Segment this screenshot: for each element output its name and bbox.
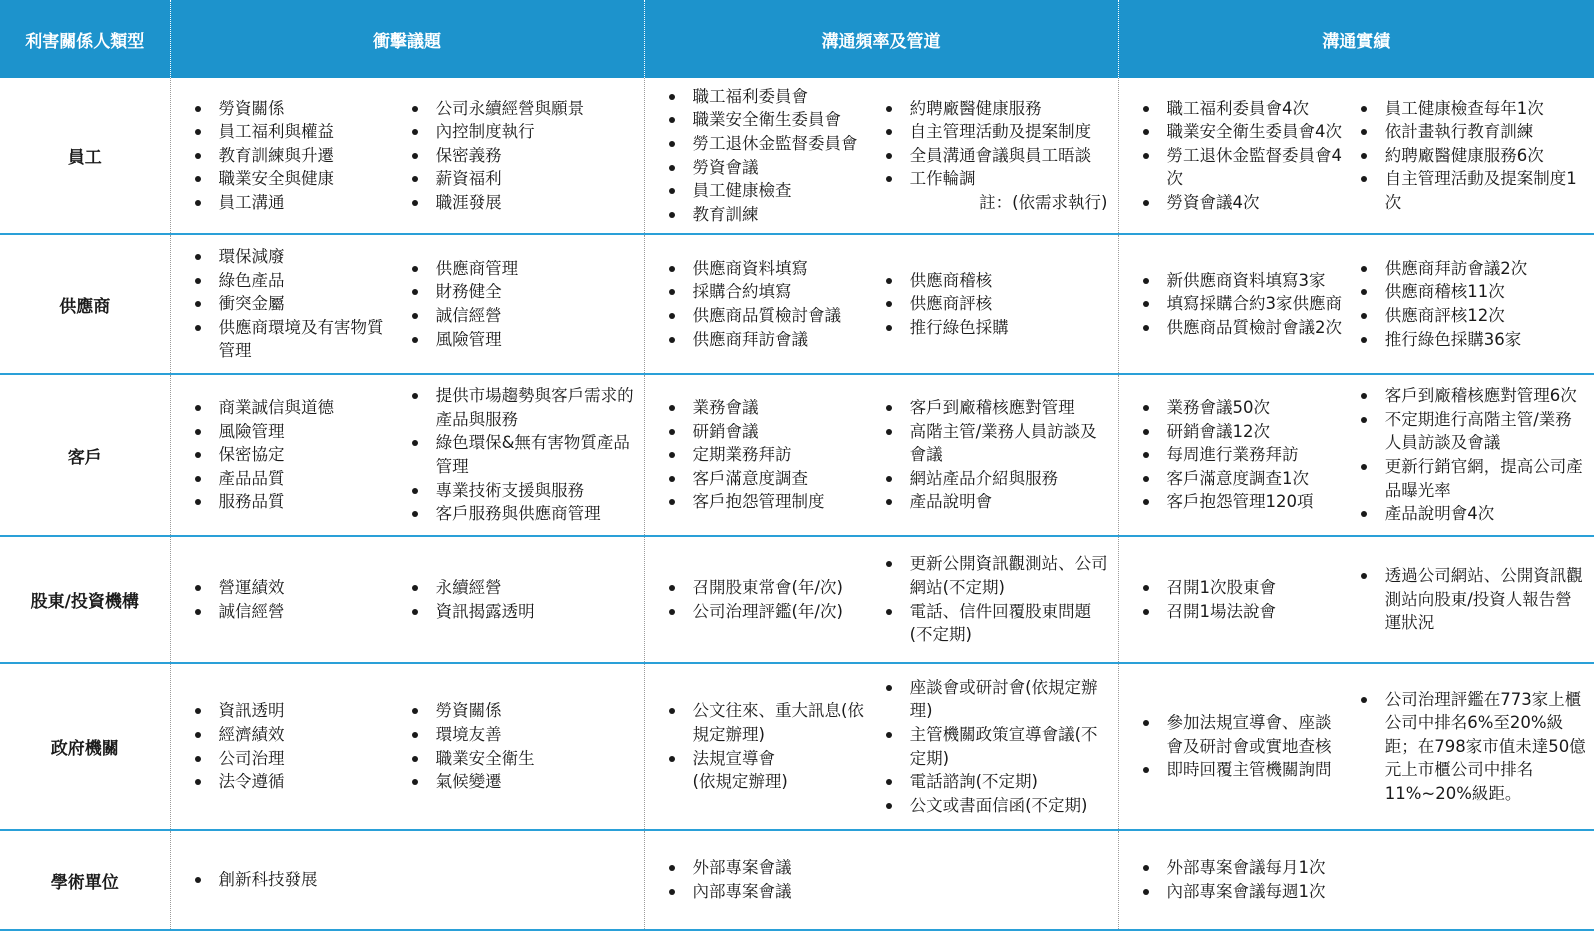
channels-item: 供應商稽核 [872, 269, 1112, 293]
results-item: 勞資會議4次 [1129, 191, 1347, 215]
issues-cell [170, 663, 644, 830]
issues-item: 客戶服務與供應商管理 [398, 502, 638, 526]
results-list [1129, 576, 1347, 623]
issues-item: 綠色產品 [181, 269, 398, 293]
header-communication-channels: 溝通頻率及管道 [644, 0, 1118, 78]
issues-item: 誠信經營 [181, 600, 398, 624]
issues-item: 公司治理 [181, 747, 398, 771]
results-list [1129, 269, 1347, 340]
header-impact-issues: 衝擊議題 [170, 0, 644, 78]
channels-list [872, 269, 1112, 340]
channels-item: 勞工退休金監督委員會 [655, 132, 872, 156]
results-list [1129, 856, 1347, 903]
issues-cell [170, 536, 644, 663]
channels-item: 教育訓練 [655, 203, 872, 227]
issues-list [181, 868, 398, 892]
stakeholder-type: 員工 [0, 78, 170, 234]
channels-item: 公文往來、重大訊息(依規定辦理) [655, 699, 872, 746]
channels-list [872, 552, 1112, 646]
issues-item: 勞資關係 [398, 699, 638, 723]
results-item: 客戶滿意度調查1次 [1129, 467, 1347, 491]
channels-item: 網站產品介紹與服務 [872, 467, 1112, 491]
issues-item: 誠信經營 [398, 304, 638, 328]
issues-item: 永續經營 [398, 576, 638, 600]
issues-list [181, 245, 398, 363]
channels-item: 研銷會議 [655, 420, 872, 444]
stakeholder-type: 客戶 [0, 374, 170, 536]
results-item: 召開1場法說會 [1129, 600, 1347, 624]
results-list [1347, 257, 1588, 351]
results-item: 不定期進行高階主管/業務人員訪談及會議 [1347, 408, 1588, 455]
channels-item: 客戶抱怨管理制度 [655, 490, 872, 514]
issues-item: 產品品質 [181, 467, 398, 491]
results-cell [1118, 234, 1594, 374]
issues-item: 綠色環保&無有害物質產品管理 [398, 431, 638, 478]
channels-list [655, 856, 872, 903]
results-item: 內部專案會議每週1次 [1129, 880, 1347, 904]
results-item: 供應商拜訪會議2次 [1347, 257, 1588, 281]
issues-list [181, 97, 398, 215]
issues-item: 環保減廢 [181, 245, 398, 269]
channels-item: 內部專案會議 [655, 880, 872, 904]
channels-item: 更新公開資訊觀測站、公司網站(不定期) [872, 552, 1112, 599]
channels-item: 勞資會議 [655, 156, 872, 180]
stakeholder-row-shareholder [0, 536, 1594, 663]
channels-item: 電話、信件回覆股東問題(不定期) [872, 600, 1112, 647]
issues-item: 資訊透明 [181, 699, 398, 723]
issues-list [181, 576, 398, 623]
channels-item: 全員溝通會議與員工晤談 [872, 144, 1112, 168]
issues-item: 提供市場趨勢與客戶需求的產品與服務 [398, 384, 638, 431]
issues-cell [170, 234, 644, 374]
results-cell [1118, 830, 1594, 930]
issues-list [398, 576, 638, 623]
results-item: 推行綠色採購36家 [1347, 328, 1588, 352]
results-item: 客戶到廠稽核應對管理6次 [1347, 384, 1588, 408]
channels-item: 客戶到廠稽核應對管理 [872, 396, 1112, 420]
results-item: 職業安全衛生委員會4次 [1129, 120, 1347, 144]
issues-item: 員工福利與權益 [181, 120, 398, 144]
stakeholder-row-supplier [0, 234, 1594, 374]
channels-cell [644, 234, 1118, 374]
results-item: 研銷會議12次 [1129, 420, 1347, 444]
channels-item: 推行綠色採購 [872, 316, 1112, 340]
channels-item: 產品說明會 [872, 490, 1112, 514]
channels-list [872, 396, 1112, 514]
results-item: 填寫採購合約3家供應商 [1129, 292, 1347, 316]
channels-item: 自主管理活動及提案制度 [872, 120, 1112, 144]
results-item: 客戶抱怨管理120項 [1129, 490, 1347, 514]
results-list [1347, 384, 1588, 526]
issues-item: 職業安全與健康 [181, 167, 398, 191]
stakeholder-row-academic [0, 830, 1594, 930]
issues-item: 資訊揭露透明 [398, 600, 638, 624]
issues-item: 營運績效 [181, 576, 398, 600]
channels-item: 公司治理評鑑(年/次) [655, 600, 872, 624]
channels-item: 職業安全衛生委員會 [655, 108, 872, 132]
issues-list [398, 97, 638, 215]
channels-cell [644, 830, 1118, 930]
channels-list [655, 85, 872, 227]
channels-item: 外部專案會議 [655, 856, 872, 880]
stakeholder-type: 政府機關 [0, 663, 170, 830]
channels-item: 客戶滿意度調查 [655, 467, 872, 491]
results-cell [1118, 374, 1594, 536]
stakeholder-type: 供應商 [0, 234, 170, 374]
stakeholder-row-government [0, 663, 1594, 830]
stakeholder-row-employee [0, 78, 1594, 234]
results-item: 勞工退休金監督委員會4次 [1129, 144, 1347, 191]
issues-item: 職業安全衛生 [398, 747, 638, 771]
channels-item: 供應商拜訪會議 [655, 328, 872, 352]
results-list [1347, 564, 1588, 635]
issues-item: 法令遵循 [181, 770, 398, 794]
results-item: 新供應商資料填寫3家 [1129, 269, 1347, 293]
channels-cell [644, 663, 1118, 830]
issues-list [181, 699, 398, 793]
issues-list [398, 699, 638, 793]
channels-list [655, 257, 872, 351]
results-item: 供應商品質檢討會議2次 [1129, 316, 1347, 340]
stakeholder-row-customer [0, 374, 1594, 536]
issues-item: 經濟績效 [181, 723, 398, 747]
issues-item: 內控制度執行 [398, 120, 638, 144]
results-item: 依計畫執行教育訓練 [1347, 120, 1588, 144]
results-item: 員工健康檢查每年1次 [1347, 97, 1588, 121]
issues-cell [170, 830, 644, 930]
channels-item: 法規宣導會 (依規定辦理) [655, 747, 872, 794]
channels-note: 註：(依需求執行) [979, 192, 1108, 212]
header-stakeholder-type: 利害關係人類型 [0, 0, 170, 78]
issues-item: 職涯發展 [398, 191, 638, 215]
results-list [1347, 97, 1588, 215]
results-item: 透過公司網站、公開資訊觀測站向股東/投資人報告營運狀況 [1347, 564, 1588, 635]
results-cell [1118, 536, 1594, 663]
channels-item: 召開股東常會(年/次) [655, 576, 872, 600]
results-list [1129, 396, 1347, 514]
results-item: 召開1次股東會 [1129, 576, 1347, 600]
channels-item: 主管機關政策宣導會議(不定期) [872, 723, 1112, 770]
results-item: 供應商稽核11次 [1347, 280, 1588, 304]
results-item: 供應商評核12次 [1347, 304, 1588, 328]
results-item: 即時回覆主管機關詢問 [1129, 758, 1347, 782]
channels-item: 公文或書面信函(不定期) [872, 794, 1112, 818]
issues-item: 公司永續經營與願景 [398, 97, 638, 121]
results-item: 自主管理活動及提案制度1次 [1347, 167, 1588, 214]
channels-item: 約聘廠醫健康服務 [872, 97, 1112, 121]
channels-cell [644, 374, 1118, 536]
results-list [1129, 711, 1347, 782]
channels-list [655, 576, 872, 623]
issues-item: 員工溝通 [181, 191, 398, 215]
channels-item: 高階主管/業務人員訪談及會議 [872, 420, 1112, 467]
issues-item: 氣候變遷 [398, 770, 638, 794]
issues-item: 勞資關係 [181, 97, 398, 121]
issues-item: 保密義務 [398, 144, 638, 168]
issues-cell [170, 78, 644, 234]
issues-item: 供應商管理 [398, 257, 638, 281]
header-row [0, 0, 1594, 78]
channels-item: 供應商資料填寫 [655, 257, 872, 281]
channels-item: 供應商品質檢討會議 [655, 304, 872, 328]
issues-item: 教育訓練與升遷 [181, 144, 398, 168]
channels-list [872, 97, 1112, 191]
channels-item: 座談會或研討會(依規定辦理) [872, 676, 1112, 723]
results-list [1129, 97, 1347, 215]
issues-item: 財務健全 [398, 280, 638, 304]
results-cell [1118, 663, 1594, 830]
issues-list [181, 396, 398, 514]
results-item: 職工福利委員會4次 [1129, 97, 1347, 121]
results-cell [1118, 78, 1594, 234]
results-item: 外部專案會議每月1次 [1129, 856, 1347, 880]
results-item: 公司治理評鑑在773家上櫃公司中排名6%至20%級距；在798家市值未達50億元上市櫃公司中排名11%~20%級距。 [1347, 688, 1588, 806]
header-communication-results: 溝通實績 [1118, 0, 1594, 78]
channels-item: 電話諮詢(不定期) [872, 770, 1112, 794]
channels-item: 定期業務拜訪 [655, 443, 872, 467]
issues-item: 薪資福利 [398, 167, 638, 191]
channels-list [872, 676, 1112, 818]
issues-list [398, 384, 638, 526]
channels-item: 員工健康檢查 [655, 179, 872, 203]
issues-item: 服務品質 [181, 490, 398, 514]
issues-item: 創新科技發展 [181, 868, 398, 892]
channels-item: 供應商評核 [872, 292, 1112, 316]
results-item: 產品說明會4次 [1347, 502, 1588, 526]
results-item: 參加法規宣導會、座談會及研討會或實地查核 [1129, 711, 1347, 758]
channels-cell [644, 536, 1118, 663]
issues-item: 專業技術支援與服務 [398, 479, 638, 503]
stakeholder-type: 股東/投資機構 [0, 536, 170, 663]
issues-item: 風險管理 [398, 328, 638, 352]
results-item: 業務會議50次 [1129, 396, 1347, 420]
channels-item: 職工福利委員會 [655, 85, 872, 109]
issues-list [398, 257, 638, 351]
results-list [1347, 688, 1588, 806]
channels-list [655, 396, 872, 514]
channels-cell [644, 78, 1118, 234]
issues-item: 商業誠信與道德 [181, 396, 398, 420]
channels-item: 採購合約填寫 [655, 280, 872, 304]
issues-item: 衝突金屬 [181, 292, 398, 316]
results-item: 更新行銷官網，提高公司產品曝光率 [1347, 455, 1588, 502]
results-item: 約聘廠醫健康服務6次 [1347, 144, 1588, 168]
channels-item: 業務會議 [655, 396, 872, 420]
channels-item: 工作輪調 [872, 167, 1112, 191]
stakeholder-type: 學術單位 [0, 830, 170, 930]
issues-item: 保密協定 [181, 443, 398, 467]
channels-list [655, 699, 872, 793]
issues-item: 環境友善 [398, 723, 638, 747]
issues-item: 風險管理 [181, 420, 398, 444]
issues-cell [170, 374, 644, 536]
issues-item: 供應商環境及有害物質管理 [181, 316, 398, 363]
results-item: 每周進行業務拜訪 [1129, 443, 1347, 467]
